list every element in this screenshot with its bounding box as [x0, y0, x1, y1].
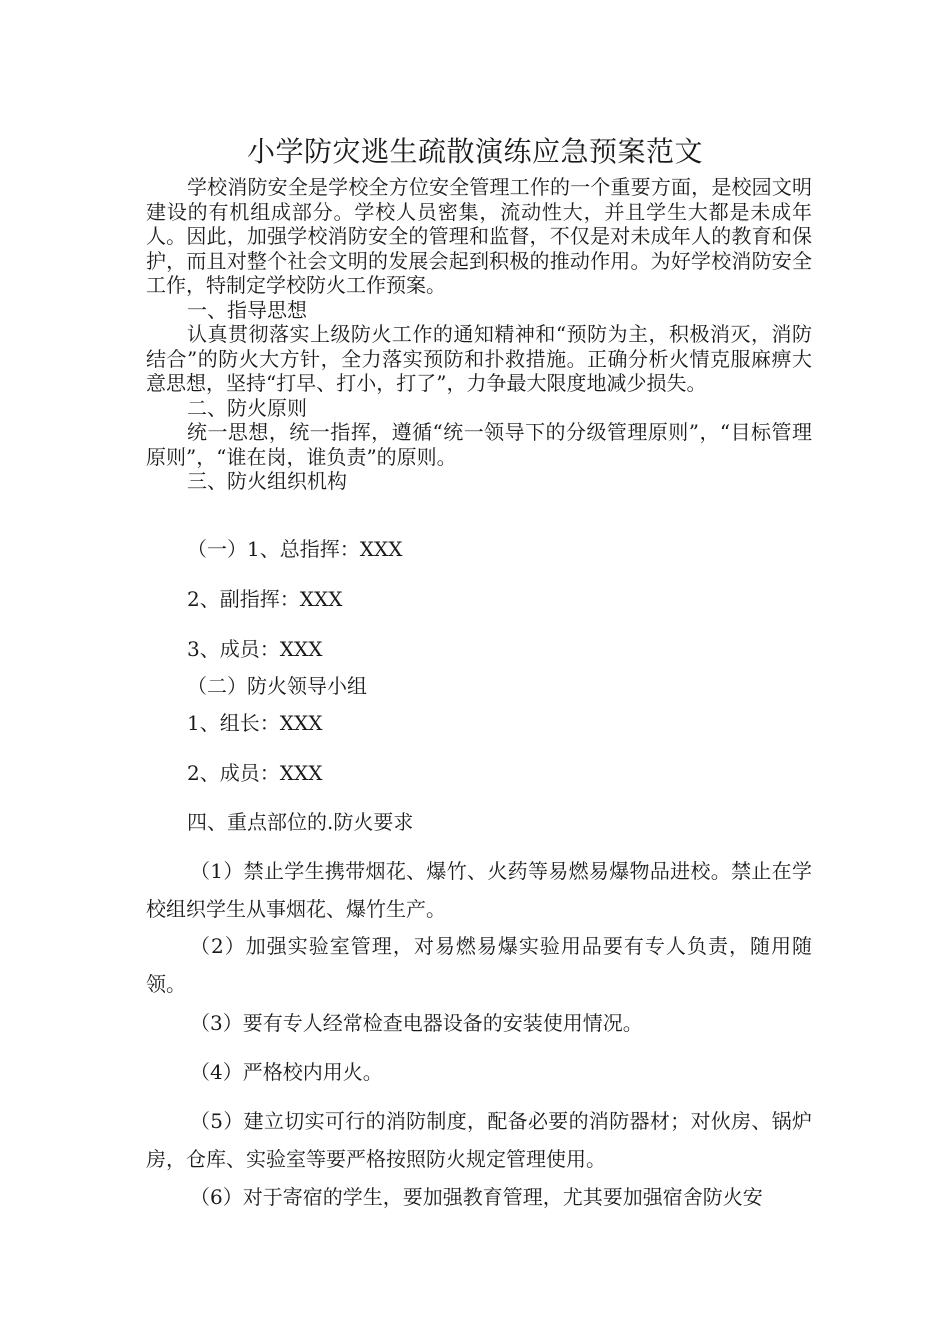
requirement-4: （4）严格校内用火。	[190, 1060, 383, 1084]
requirement-6: （6）对于寄宿的学生，要加强教育管理，尤其要加强宿舍防火安	[190, 1185, 763, 1209]
group-members: 2、成员：XXX	[187, 761, 323, 785]
group-leader: 1、组长：XXX	[187, 711, 323, 735]
section-heading-fire-principles: 二、防火原则	[187, 395, 307, 420]
requirement-5: （5）建立切实可行的消防制度，配备必要的消防器材；对伙房、锅炉房，仓库、实验室等要严格按照防火规定管理使用。	[146, 1109, 812, 1171]
requirement-3: （3）要有专人经常检查电器设备的安装使用情况。	[190, 1011, 643, 1035]
guiding-thought-paragraph: 认真贯彻落实上级防火工作的通知精神和“预防为主，积极消灭，消防结合”的防火大方针，全力落实预防和扑救措施。正确分析火情克服麻痹大意思想，坚持“打早、打小，打了”，力争最大限度地减少损失。	[146, 322, 812, 395]
requirement-1: （1）禁止学生携带烟花、爆竹、火药等易燃易爆物品进校。禁止在学校组织学生从事烟花、爆竹生产。	[146, 859, 812, 921]
fire-principles-paragraph: 统一思想，统一指挥，遵循“统一领导下的分级管理原则”，“目标管理原则”，“谁在岗，谁负责”的原则。	[146, 420, 812, 469]
document-title: 小学防灾逃生疏散演练应急预案范文	[246, 135, 703, 168]
org-commander: （一）1、总指挥：XXX	[187, 537, 403, 561]
group-heading: （二）防火领导小组	[187, 674, 367, 698]
org-deputy-commander: 2、副指挥：XXX	[187, 587, 343, 611]
org-members: 3、成员：XXX	[187, 637, 323, 661]
section-heading-guiding-thought: 一、指导思想	[187, 297, 307, 322]
requirement-2: （2）加强实验室管理，对易燃易爆实验用品要有专人负责，随用随领。	[146, 934, 812, 996]
intro-paragraph: 学校消防安全是学校全方位安全管理工作的一个重要方面，是校园文明建设的有机组成部分。学校人员密集，流动性大，并且学生大都是未成年人。因此，加强学校消防安全的管理和监督，不仅是对未成年人的教育和保护，而且对整个社会文明的发展会起到积极的推动作用。为好学校消防安全工作，特制定学校防火工作预案。	[146, 175, 812, 297]
section-heading-organization: 三、防火组织机构	[187, 469, 347, 493]
document-body-top	[146, 175, 812, 494]
section-heading-key-areas: 四、重点部位的.防火要求	[187, 810, 414, 834]
